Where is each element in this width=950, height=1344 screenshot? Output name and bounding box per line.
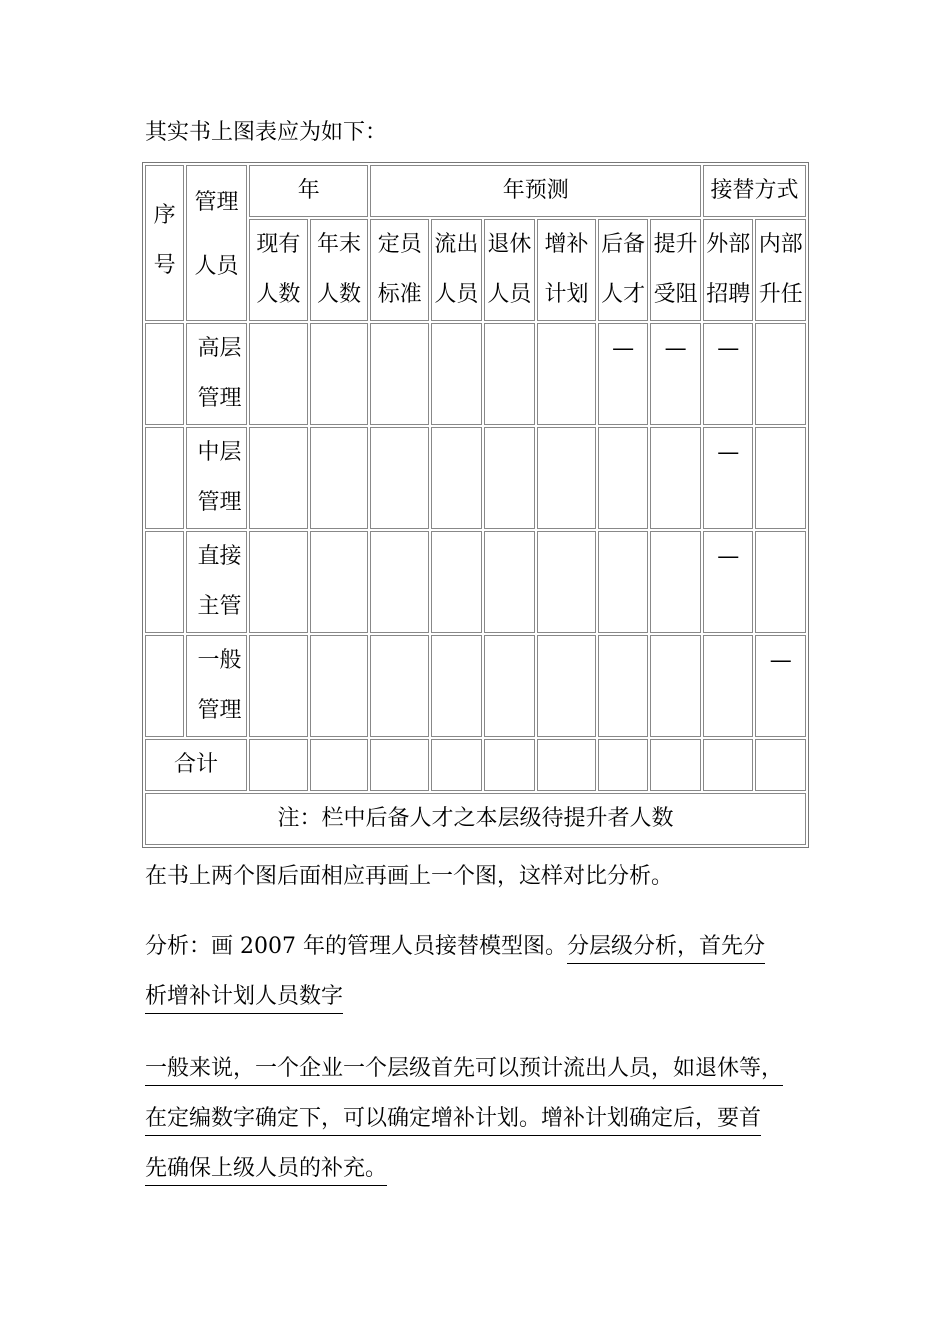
total-row: [145, 739, 806, 791]
header-seq: 序 号: [145, 165, 184, 321]
paragraph-general-line3: 先确保上级人员的补充。: [145, 1154, 387, 1184]
table-row: [145, 531, 806, 633]
table-row: [145, 323, 806, 425]
paragraph-analysis-line1: 分析：画 2007 年的管理人员接替模型图。分层级分析，首先分: [145, 932, 765, 962]
row-label: 中层 管理: [186, 427, 247, 529]
paragraph-general-line2: 在定编数字确定下，可以确定增补计划。增补计划确定后，要首: [145, 1104, 761, 1134]
sub-header-current: 现有 人数: [249, 219, 308, 321]
dash-cell: —: [755, 635, 806, 737]
intro-text: 其实书上图表应为如下：: [145, 120, 388, 145]
row-label: 直接 主管: [186, 531, 247, 633]
paragraph-general-line1: 一般来说，一个企业一个层级首先可以预计流出人员，如退休等，: [145, 1054, 783, 1084]
sub-header-external: 外部 招聘: [703, 219, 753, 321]
table-note: 注：栏中后备人才之本层级待提升者人数: [145, 793, 806, 845]
table-row: [145, 635, 806, 737]
note-row: [145, 793, 806, 845]
sub-header-supplement: 增补 计划: [537, 219, 596, 321]
sub-header-year-end: 年末 人数: [310, 219, 369, 321]
sub-header-blocked: 提升 受阻: [650, 219, 701, 321]
sub-header-internal: 内部 升任: [755, 219, 806, 321]
dash-cell: —: [703, 531, 753, 633]
header-succession: 接替方式: [703, 165, 806, 217]
table-row: [145, 427, 806, 529]
row-label: 高层 管理: [186, 323, 247, 425]
sub-header-reserve: 后备 人才: [598, 219, 648, 321]
row-label: 一般 管理: [186, 635, 247, 737]
dash-cell: —: [703, 323, 753, 425]
dash-cell: —: [650, 323, 701, 425]
total-label: 合计: [145, 739, 247, 791]
header-manager: 管理 人员: [186, 165, 247, 321]
dash-cell: —: [598, 323, 648, 425]
sub-header-outflow: 流出 人员: [431, 219, 481, 321]
header-forecast: 年预测: [370, 165, 701, 217]
succession-table: [142, 162, 809, 848]
dash-cell: —: [703, 427, 753, 529]
paragraph-analysis-line2: 析增补计划人员数字: [145, 982, 343, 1012]
header-year: 年: [249, 165, 368, 217]
sub-header-quota: 定员 标准: [370, 219, 429, 321]
sub-header-retire: 退休 人员: [484, 219, 536, 321]
paragraph-compare: 在书上两个图后面相应再画上一个图，这样对比分析。: [145, 864, 674, 889]
